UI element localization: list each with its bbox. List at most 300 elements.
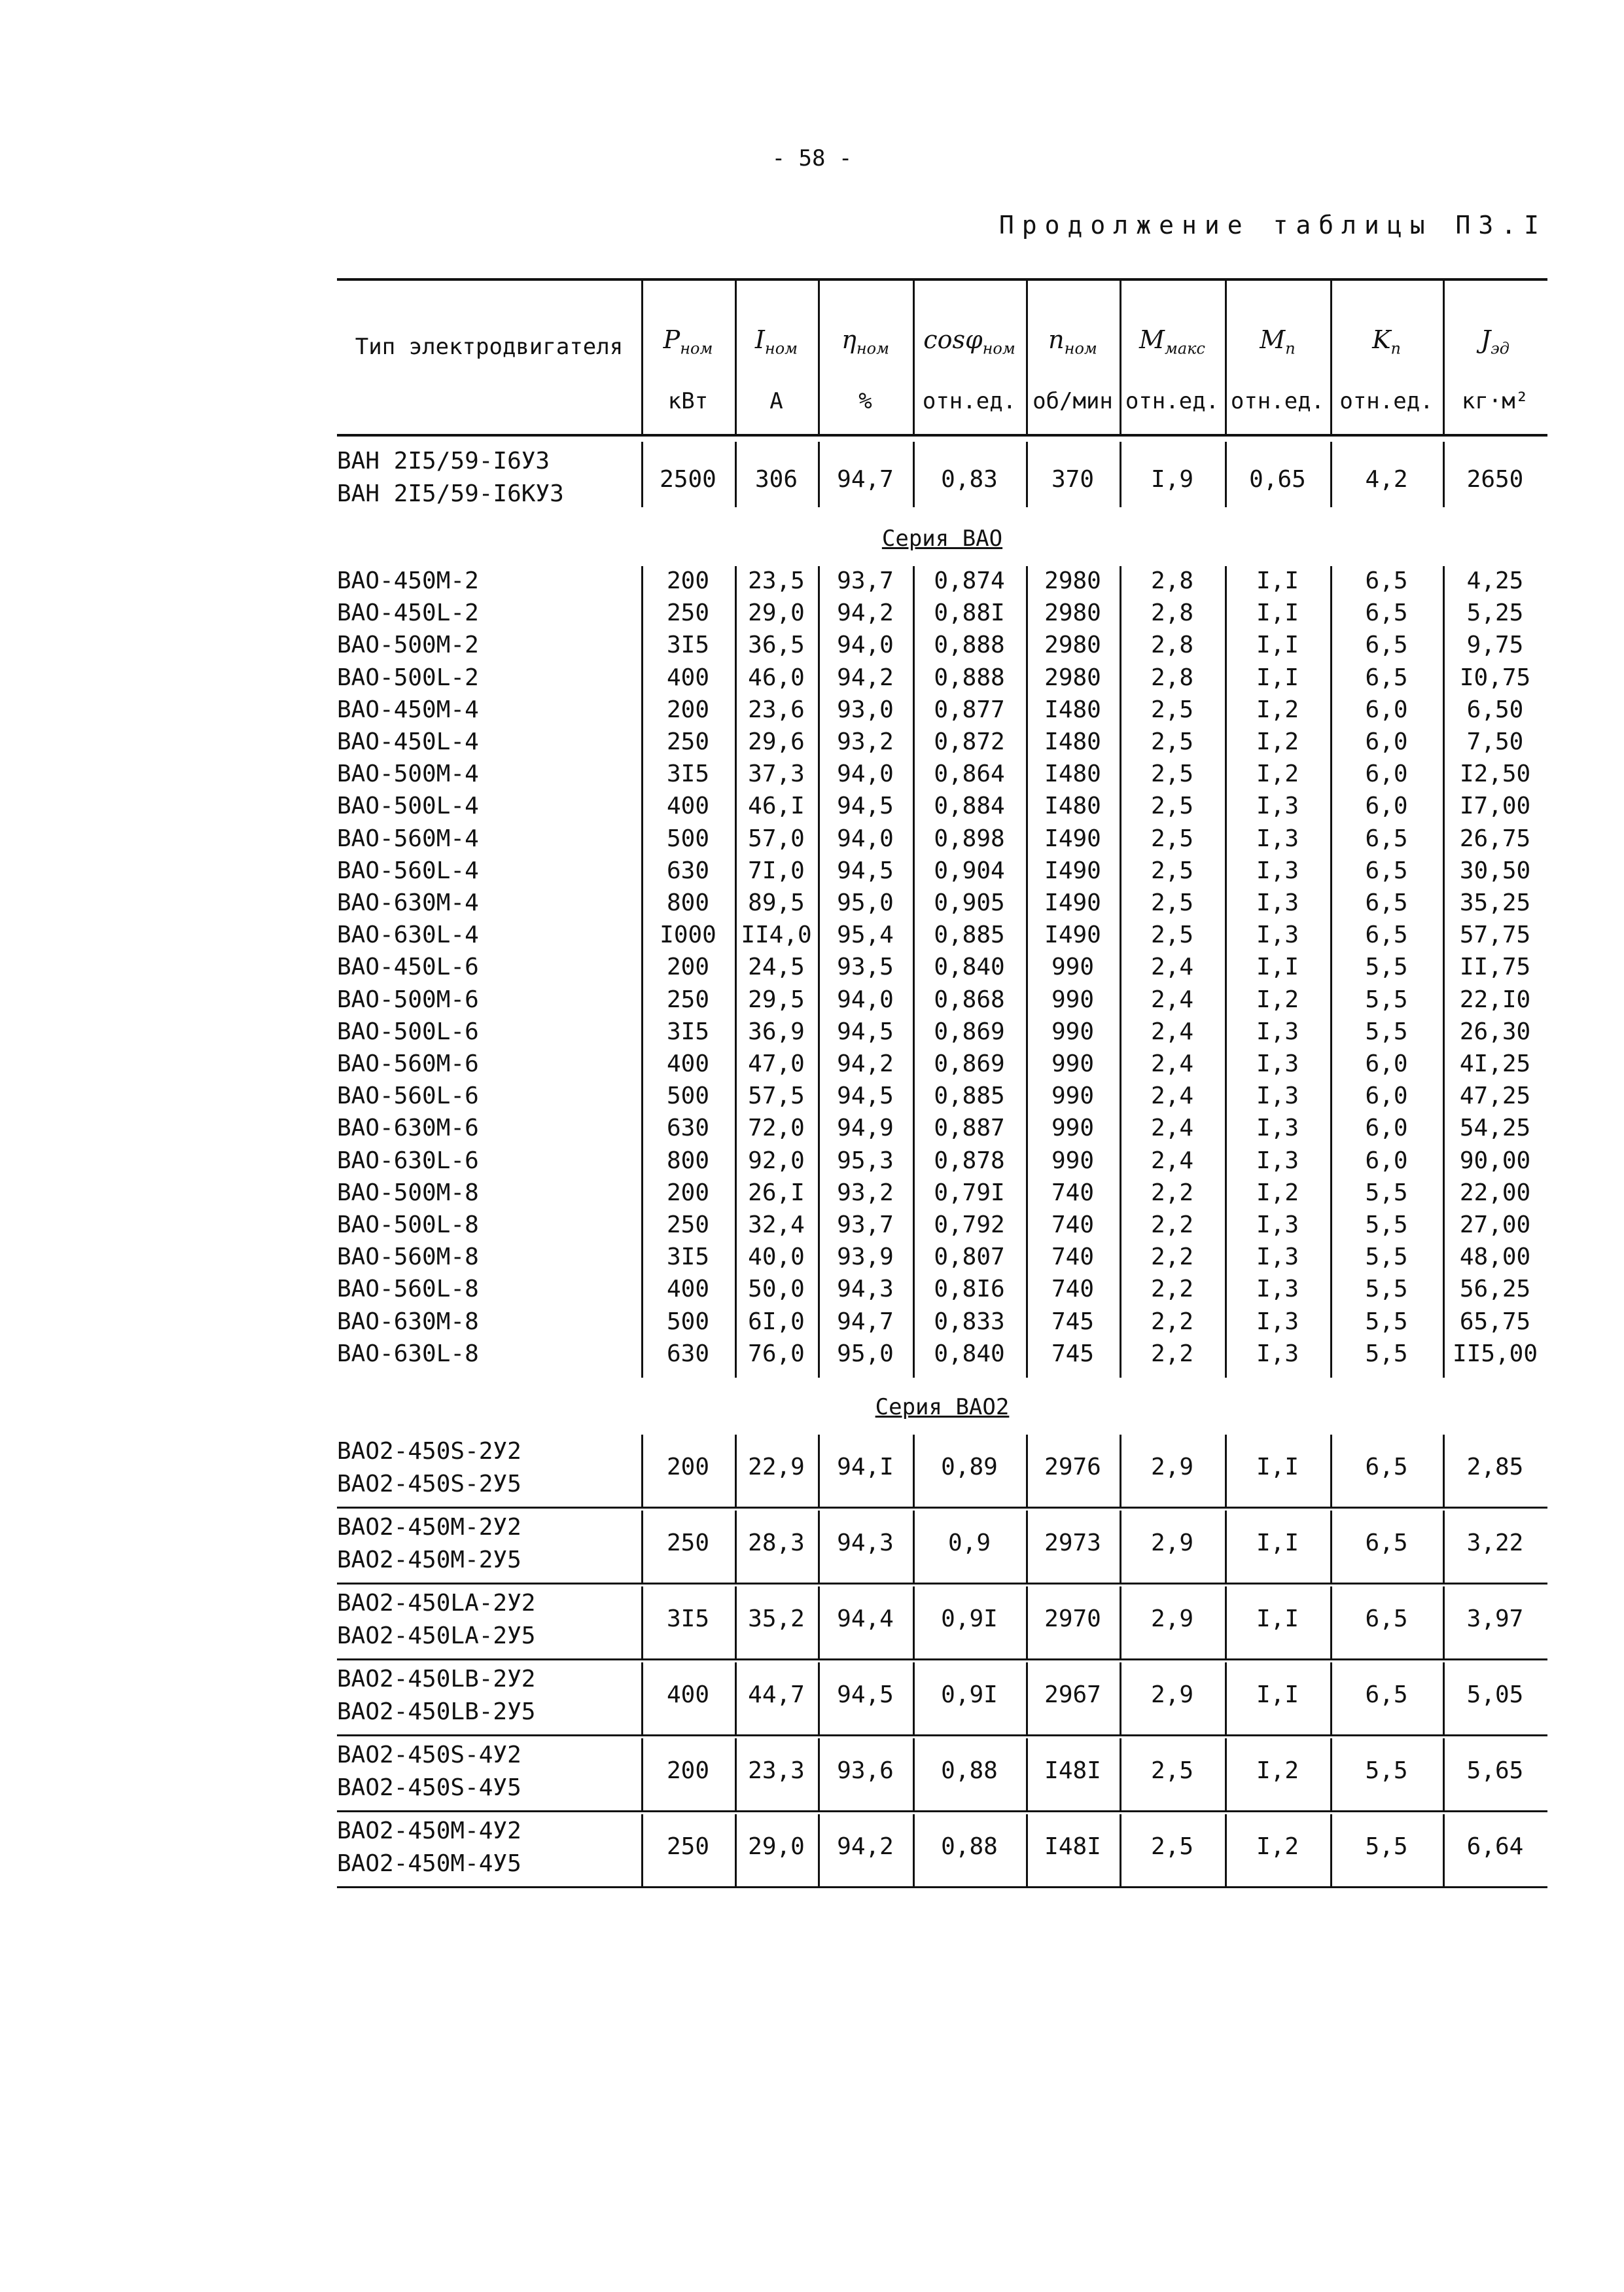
value-cell: 23,5	[748, 567, 805, 594]
value-cell: 6,5	[1365, 1454, 1408, 1480]
value-cell: 0,83	[941, 466, 998, 493]
value-cell: I,2	[1256, 986, 1299, 1013]
value-cell: 95,0	[837, 889, 894, 916]
table-rule	[337, 1734, 1547, 1736]
motor-type-cell: ВАО-450L-2	[337, 600, 479, 627]
column-header-unit: отн.ед.	[1339, 388, 1434, 414]
value-cell: 47,0	[748, 1050, 805, 1077]
column-divider	[641, 1511, 643, 1583]
motor-type-cell: ВАО2-450LB-2У2	[337, 1666, 536, 1692]
value-cell: 6,5	[1365, 889, 1408, 916]
column-header-symbol: $n_{ном}$	[1048, 325, 1097, 358]
value-cell: 990	[1051, 1018, 1095, 1045]
value-cell: 94,5	[837, 1681, 894, 1708]
motor-type-cell: ВАО-500М-6	[337, 986, 479, 1013]
value-cell: I,3	[1256, 1244, 1299, 1271]
value-cell: 95,3	[837, 1147, 894, 1174]
table-rule	[337, 1810, 1547, 1812]
value-cell: 5,5	[1365, 1833, 1408, 1860]
value-cell: 990	[1051, 1050, 1095, 1077]
value-cell: I,I	[1256, 1454, 1299, 1480]
value-cell: 0,878	[934, 1147, 1005, 1174]
value-cell: 500	[666, 1308, 710, 1335]
column-divider	[1443, 442, 1445, 507]
motor-type-cell: ВАО-500М-2	[337, 632, 479, 659]
motor-type-cell: ВАО-500L-6	[337, 1018, 479, 1045]
column-divider	[818, 442, 820, 507]
value-cell: 2,9	[1150, 1681, 1194, 1708]
value-cell: 0,88	[941, 1757, 998, 1784]
column-divider	[1330, 442, 1332, 507]
column-divider	[735, 442, 737, 507]
value-cell: 745	[1051, 1308, 1095, 1335]
value-cell: 57,0	[748, 825, 805, 852]
value-cell: 6,5	[1365, 567, 1408, 594]
value-cell: 54,25	[1459, 1115, 1531, 1142]
column-divider	[818, 1662, 820, 1734]
value-cell: 6,0	[1365, 1147, 1408, 1174]
motor-type-cell: ВАО2-450S-2У2	[337, 1438, 521, 1465]
value-cell: I,2	[1256, 728, 1299, 755]
column-divider	[1120, 442, 1121, 507]
value-cell: 740	[1051, 1179, 1095, 1206]
motor-type-cell: ВАО-630М-6	[337, 1115, 479, 1142]
value-cell: 0,868	[934, 986, 1005, 1013]
value-cell: 6,5	[1365, 664, 1408, 691]
value-cell: 740	[1051, 1276, 1095, 1303]
value-cell: 94,5	[837, 793, 894, 820]
motor-type-cell: ВАО-500М-8	[337, 1179, 479, 1206]
column-header-unit: кг·м²	[1461, 388, 1529, 414]
column-divider	[1443, 1586, 1445, 1658]
value-cell: 2,4	[1150, 954, 1194, 981]
value-cell: 94,2	[837, 600, 894, 627]
value-cell: I490	[1044, 857, 1101, 884]
value-cell: 370	[1051, 466, 1095, 493]
value-cell: 400	[666, 1050, 710, 1077]
value-cell: 5,5	[1365, 954, 1408, 981]
column-divider	[1225, 1814, 1227, 1886]
series-title-vao2	[337, 1394, 1547, 1420]
motor-type-cell: ВАО-450L-4	[337, 728, 479, 755]
value-cell: 0,898	[934, 825, 1005, 852]
value-cell: 22,00	[1459, 1179, 1531, 1206]
value-cell: 56,25	[1459, 1276, 1531, 1303]
value-cell: 35,2	[748, 1605, 805, 1632]
column-divider	[1225, 442, 1227, 507]
motor-type-cell: ВАО-630М-4	[337, 889, 479, 916]
value-cell: 400	[666, 1276, 710, 1303]
value-cell: 2,5	[1150, 922, 1194, 949]
value-cell: 2,5	[1150, 857, 1194, 884]
value-cell: 630	[666, 1115, 710, 1142]
value-cell: 94,2	[837, 1050, 894, 1077]
value-cell: 990	[1051, 1115, 1095, 1142]
value-cell: 2,8	[1150, 664, 1194, 691]
value-cell: 26,75	[1459, 825, 1531, 852]
value-cell: 3,97	[1466, 1605, 1524, 1632]
value-cell: 93,6	[837, 1757, 894, 1784]
value-cell: 2,5	[1150, 793, 1194, 820]
value-cell: 29,5	[748, 986, 805, 1013]
value-cell: I,I	[1256, 1605, 1299, 1632]
value-cell: 44,7	[748, 1681, 805, 1708]
column-divider	[913, 566, 915, 1378]
value-cell: I,I	[1256, 1530, 1299, 1556]
column-header-symbol: cosφ$_{ном}$	[923, 325, 1015, 358]
column-divider	[641, 1814, 643, 1886]
value-cell: I,3	[1256, 793, 1299, 820]
value-cell: 35,25	[1459, 889, 1531, 916]
column-divider	[1120, 1738, 1121, 1810]
motor-type-cell: ВАО2-450S-4У5	[337, 1774, 521, 1801]
value-cell: 0,887	[934, 1115, 1005, 1142]
value-cell: 94,7	[837, 466, 894, 493]
column-divider	[641, 566, 643, 1378]
value-cell: 0,864	[934, 761, 1005, 788]
value-cell: I,3	[1256, 1147, 1299, 1174]
column-divider	[1120, 1435, 1121, 1507]
column-divider	[735, 1814, 737, 1886]
column-header-symbol: $J_{эд}$	[1481, 325, 1509, 358]
value-cell: 6,5	[1365, 857, 1408, 884]
value-cell: 0,872	[934, 728, 1005, 755]
value-cell: 94,0	[837, 761, 894, 788]
value-cell: 28,3	[748, 1530, 805, 1556]
value-cell: 5,5	[1365, 1308, 1408, 1335]
value-cell: 3I5	[666, 632, 710, 659]
value-cell: 93,9	[837, 1244, 894, 1271]
motor-type-cell: ВАО-500L-2	[337, 664, 479, 691]
value-cell: 2,2	[1150, 1276, 1194, 1303]
motor-type-cell: ВАО-500L-4	[337, 793, 479, 820]
column-divider	[913, 1662, 915, 1734]
value-cell: 5,65	[1466, 1757, 1524, 1784]
value-cell: 2500	[660, 466, 716, 493]
page-number: - 58 -	[771, 145, 853, 171]
value-cell: 2,5	[1150, 728, 1194, 755]
table-rule	[337, 278, 1547, 281]
column-divider	[818, 566, 820, 1378]
value-cell: I48I	[1044, 1833, 1101, 1860]
value-cell: 400	[666, 793, 710, 820]
value-cell: 2980	[1044, 632, 1101, 659]
value-cell: I480	[1044, 761, 1101, 788]
value-cell: 23,6	[748, 696, 805, 723]
value-cell: 6,5	[1365, 632, 1408, 659]
value-cell: 306	[754, 466, 798, 493]
value-cell: 57,75	[1459, 922, 1531, 949]
value-cell: 36,9	[748, 1018, 805, 1045]
value-cell: 93,7	[837, 1211, 894, 1238]
table-rule	[337, 1507, 1547, 1509]
value-cell: I,2	[1256, 1179, 1299, 1206]
value-cell: I000	[660, 922, 716, 949]
value-cell: 93,2	[837, 1179, 894, 1206]
value-cell: 990	[1051, 954, 1095, 981]
value-cell: 2,5	[1150, 1833, 1194, 1860]
value-cell: 27,00	[1459, 1211, 1531, 1238]
value-cell: 95,4	[837, 922, 894, 949]
value-cell: 0,8I6	[934, 1276, 1005, 1303]
value-cell: 2,5	[1150, 1757, 1194, 1784]
value-cell: 2970	[1044, 1605, 1101, 1632]
value-cell: 26,30	[1459, 1018, 1531, 1045]
value-cell: 6,0	[1365, 1083, 1408, 1110]
value-cell: 2980	[1044, 600, 1101, 627]
value-cell: I,I	[1256, 567, 1299, 594]
column-divider	[1330, 566, 1332, 1378]
motor-type-cell: ВАН 2I5/59-I6У3	[337, 448, 550, 475]
value-cell: 2,9	[1150, 1605, 1194, 1632]
value-cell: 3,22	[1466, 1530, 1524, 1556]
value-cell: 745	[1051, 1340, 1095, 1367]
value-cell: II,75	[1459, 954, 1531, 981]
value-cell: 65,75	[1459, 1308, 1531, 1335]
value-cell: 2,85	[1466, 1454, 1524, 1480]
value-cell: 2,2	[1150, 1179, 1194, 1206]
column-divider	[735, 1435, 737, 1507]
column-header-symbol: $\eta_{ном}$	[841, 325, 889, 358]
value-cell: I,2	[1256, 1757, 1299, 1784]
value-cell: 740	[1051, 1211, 1095, 1238]
value-cell: 2,4	[1150, 1115, 1194, 1142]
value-cell: 0,840	[934, 954, 1005, 981]
value-cell: 6,0	[1365, 1115, 1408, 1142]
value-cell: 2,5	[1150, 889, 1194, 916]
value-cell: 2976	[1044, 1454, 1101, 1480]
value-cell: I,3	[1256, 1115, 1299, 1142]
motor-type-cell: ВАН 2I5/59-I6КУ3	[337, 480, 564, 507]
value-cell: 2,4	[1150, 1083, 1194, 1110]
value-cell: 94,3	[837, 1276, 894, 1303]
column-header-symbol: $P_{ном}$	[663, 325, 713, 358]
table-caption: Продолжение таблицы П3.I	[998, 211, 1547, 240]
column-header-symbol: $M_{макс}$	[1139, 325, 1205, 358]
value-cell: 2,4	[1150, 1147, 1194, 1174]
value-cell: 400	[666, 1681, 710, 1708]
value-cell: 250	[666, 1211, 710, 1238]
value-cell: I,9	[1150, 466, 1194, 493]
value-cell: 2,5	[1150, 761, 1194, 788]
value-cell: 6,64	[1466, 1833, 1524, 1860]
value-cell: 94,I	[837, 1454, 894, 1480]
value-cell: 4,25	[1466, 567, 1524, 594]
table-rule	[337, 1583, 1547, 1585]
value-cell: 76,0	[748, 1340, 805, 1367]
value-cell: I490	[1044, 889, 1101, 916]
column-divider	[1443, 566, 1445, 1378]
value-cell: 94,0	[837, 986, 894, 1013]
column-divider	[818, 1586, 820, 1658]
motor-type-cell: ВАО-630М-8	[337, 1308, 479, 1335]
value-cell: 94,5	[837, 1018, 894, 1045]
value-cell: 0,9I	[941, 1605, 998, 1632]
value-cell: 23,3	[748, 1757, 805, 1784]
column-divider	[641, 1586, 643, 1658]
value-cell: 6,5	[1365, 1530, 1408, 1556]
motor-type-cell: ВАО-560М-4	[337, 825, 479, 852]
value-cell: 0,888	[934, 664, 1005, 691]
value-cell: 0,65	[1249, 466, 1306, 493]
motor-type-cell: ВАО2-450LB-2У5	[337, 1698, 536, 1725]
value-cell: 90,00	[1459, 1147, 1531, 1174]
value-cell: 0,885	[934, 922, 1005, 949]
column-divider	[1026, 1586, 1028, 1658]
value-cell: 0,888	[934, 632, 1005, 659]
value-cell: I490	[1044, 825, 1101, 852]
value-cell: 50,0	[748, 1276, 805, 1303]
value-cell: 250	[666, 600, 710, 627]
column-divider	[1330, 1511, 1332, 1583]
value-cell: 990	[1051, 986, 1095, 1013]
column-divider	[913, 1511, 915, 1583]
column-divider	[641, 1662, 643, 1734]
value-cell: I,3	[1256, 1083, 1299, 1110]
column-divider	[1026, 1738, 1028, 1810]
value-cell: 0,88	[941, 1833, 998, 1860]
column-divider	[1225, 1662, 1227, 1734]
motor-type-cell: ВАО-560L-8	[337, 1276, 479, 1303]
value-cell: 94,0	[837, 825, 894, 852]
value-cell: 0,9I	[941, 1681, 998, 1708]
column-divider	[1225, 1738, 1227, 1810]
column-divider	[1443, 1662, 1445, 1734]
value-cell: 5,05	[1466, 1681, 1524, 1708]
value-cell: 94,0	[837, 632, 894, 659]
column-divider	[641, 1738, 643, 1810]
value-cell: 3I5	[666, 1244, 710, 1271]
column-header-unit: отн.ед.	[922, 388, 1017, 414]
value-cell: I,3	[1256, 1050, 1299, 1077]
value-cell: 7I,0	[748, 857, 805, 884]
value-cell: 5,5	[1365, 1276, 1408, 1303]
value-cell: 40,0	[748, 1244, 805, 1271]
value-cell: I,I	[1256, 600, 1299, 627]
value-cell: 200	[666, 1454, 710, 1480]
value-cell: 94,5	[837, 857, 894, 884]
value-cell: 3I5	[666, 761, 710, 788]
column-divider	[1225, 1586, 1227, 1658]
value-cell: I,3	[1256, 922, 1299, 949]
value-cell: 5,5	[1365, 1211, 1408, 1238]
value-cell: 93,2	[837, 728, 894, 755]
value-cell: 6,5	[1365, 922, 1408, 949]
value-cell: 250	[666, 728, 710, 755]
motor-type-cell: ВАО-450М-4	[337, 696, 479, 723]
value-cell: 0,884	[934, 793, 1005, 820]
motor-type-cell: ВАО-500М-4	[337, 761, 479, 788]
value-cell: 250	[666, 986, 710, 1013]
motor-type-cell: ВАО2-450LA-2У5	[337, 1622, 536, 1649]
column-divider	[1120, 1586, 1121, 1658]
column-divider	[1330, 1738, 1332, 1810]
value-cell: 6,0	[1365, 1050, 1408, 1077]
motor-type-cell: ВАО-630L-8	[337, 1340, 479, 1367]
column-divider	[913, 1738, 915, 1810]
value-cell: 94,2	[837, 664, 894, 691]
value-cell: I0,75	[1459, 664, 1531, 691]
value-cell: 740	[1051, 1244, 1095, 1271]
motor-type-cell: ВАО-630L-6	[337, 1147, 479, 1174]
value-cell: 0,88I	[934, 600, 1005, 627]
column-header-unit: %	[858, 388, 872, 414]
motor-type-cell: ВАО-560L-4	[337, 857, 479, 884]
value-cell: 4I,25	[1459, 1050, 1531, 1077]
value-cell: 37,3	[748, 761, 805, 788]
column-divider	[1225, 1435, 1227, 1507]
series-title-text: Серия ВАО	[881, 526, 1003, 552]
column-divider	[1120, 1814, 1121, 1886]
column-divider	[1330, 1814, 1332, 1886]
value-cell: 46,I	[748, 793, 805, 820]
value-cell: 32,4	[748, 1211, 805, 1238]
column-divider	[1026, 1435, 1028, 1507]
motor-type-cell: ВАО-560L-6	[337, 1083, 479, 1110]
value-cell: 22,9	[748, 1454, 805, 1480]
value-cell: 200	[666, 954, 710, 981]
value-cell: 5,5	[1365, 1179, 1408, 1206]
value-cell: 2,2	[1150, 1244, 1194, 1271]
series-title-text: Серия ВАО2	[875, 1394, 1010, 1420]
value-cell: 6,0	[1365, 696, 1408, 723]
column-divider	[1026, 442, 1028, 507]
column-divider	[913, 1814, 915, 1886]
value-cell: I,3	[1256, 889, 1299, 916]
table-rule	[337, 1886, 1547, 1888]
value-cell: 2,4	[1150, 986, 1194, 1013]
value-cell: 0,885	[934, 1083, 1005, 1110]
value-cell: 94,9	[837, 1115, 894, 1142]
value-cell: I,I	[1256, 632, 1299, 659]
value-cell: 0,9	[947, 1530, 991, 1556]
value-cell: 6,0	[1365, 728, 1408, 755]
value-cell: 5,5	[1365, 1244, 1408, 1271]
value-cell: 990	[1051, 1083, 1095, 1110]
value-cell: I,3	[1256, 857, 1299, 884]
value-cell: 3I5	[666, 1018, 710, 1045]
value-cell: 2973	[1044, 1530, 1101, 1556]
value-cell: 5,5	[1365, 1757, 1408, 1784]
value-cell: 2,2	[1150, 1211, 1194, 1238]
value-cell: 4,2	[1365, 466, 1408, 493]
value-cell: I480	[1044, 793, 1101, 820]
column-divider	[1443, 1435, 1445, 1507]
column-divider	[1443, 1814, 1445, 1886]
value-cell: 6,50	[1466, 696, 1524, 723]
column-divider	[735, 1662, 737, 1734]
value-cell: 2,9	[1150, 1454, 1194, 1480]
motor-type-cell: ВАО2-450S-2У5	[337, 1471, 521, 1497]
column-header-unit: отн.ед.	[1230, 388, 1325, 414]
value-cell: I7,00	[1459, 793, 1531, 820]
value-cell: II4,0	[741, 922, 812, 949]
value-cell: 5,5	[1365, 1018, 1408, 1045]
value-cell: 94,4	[837, 1605, 894, 1632]
value-cell: 9,75	[1466, 632, 1524, 659]
value-cell: I,3	[1256, 1211, 1299, 1238]
column-divider	[1120, 1511, 1121, 1583]
value-cell: 800	[666, 889, 710, 916]
value-cell: 5,25	[1466, 600, 1524, 627]
value-cell: 22,I0	[1459, 986, 1531, 1013]
value-cell: 200	[666, 696, 710, 723]
value-cell: I,2	[1256, 1833, 1299, 1860]
value-cell: 36,5	[748, 632, 805, 659]
value-cell: 29,0	[748, 600, 805, 627]
value-cell: 89,5	[748, 889, 805, 916]
column-divider	[1026, 1814, 1028, 1886]
